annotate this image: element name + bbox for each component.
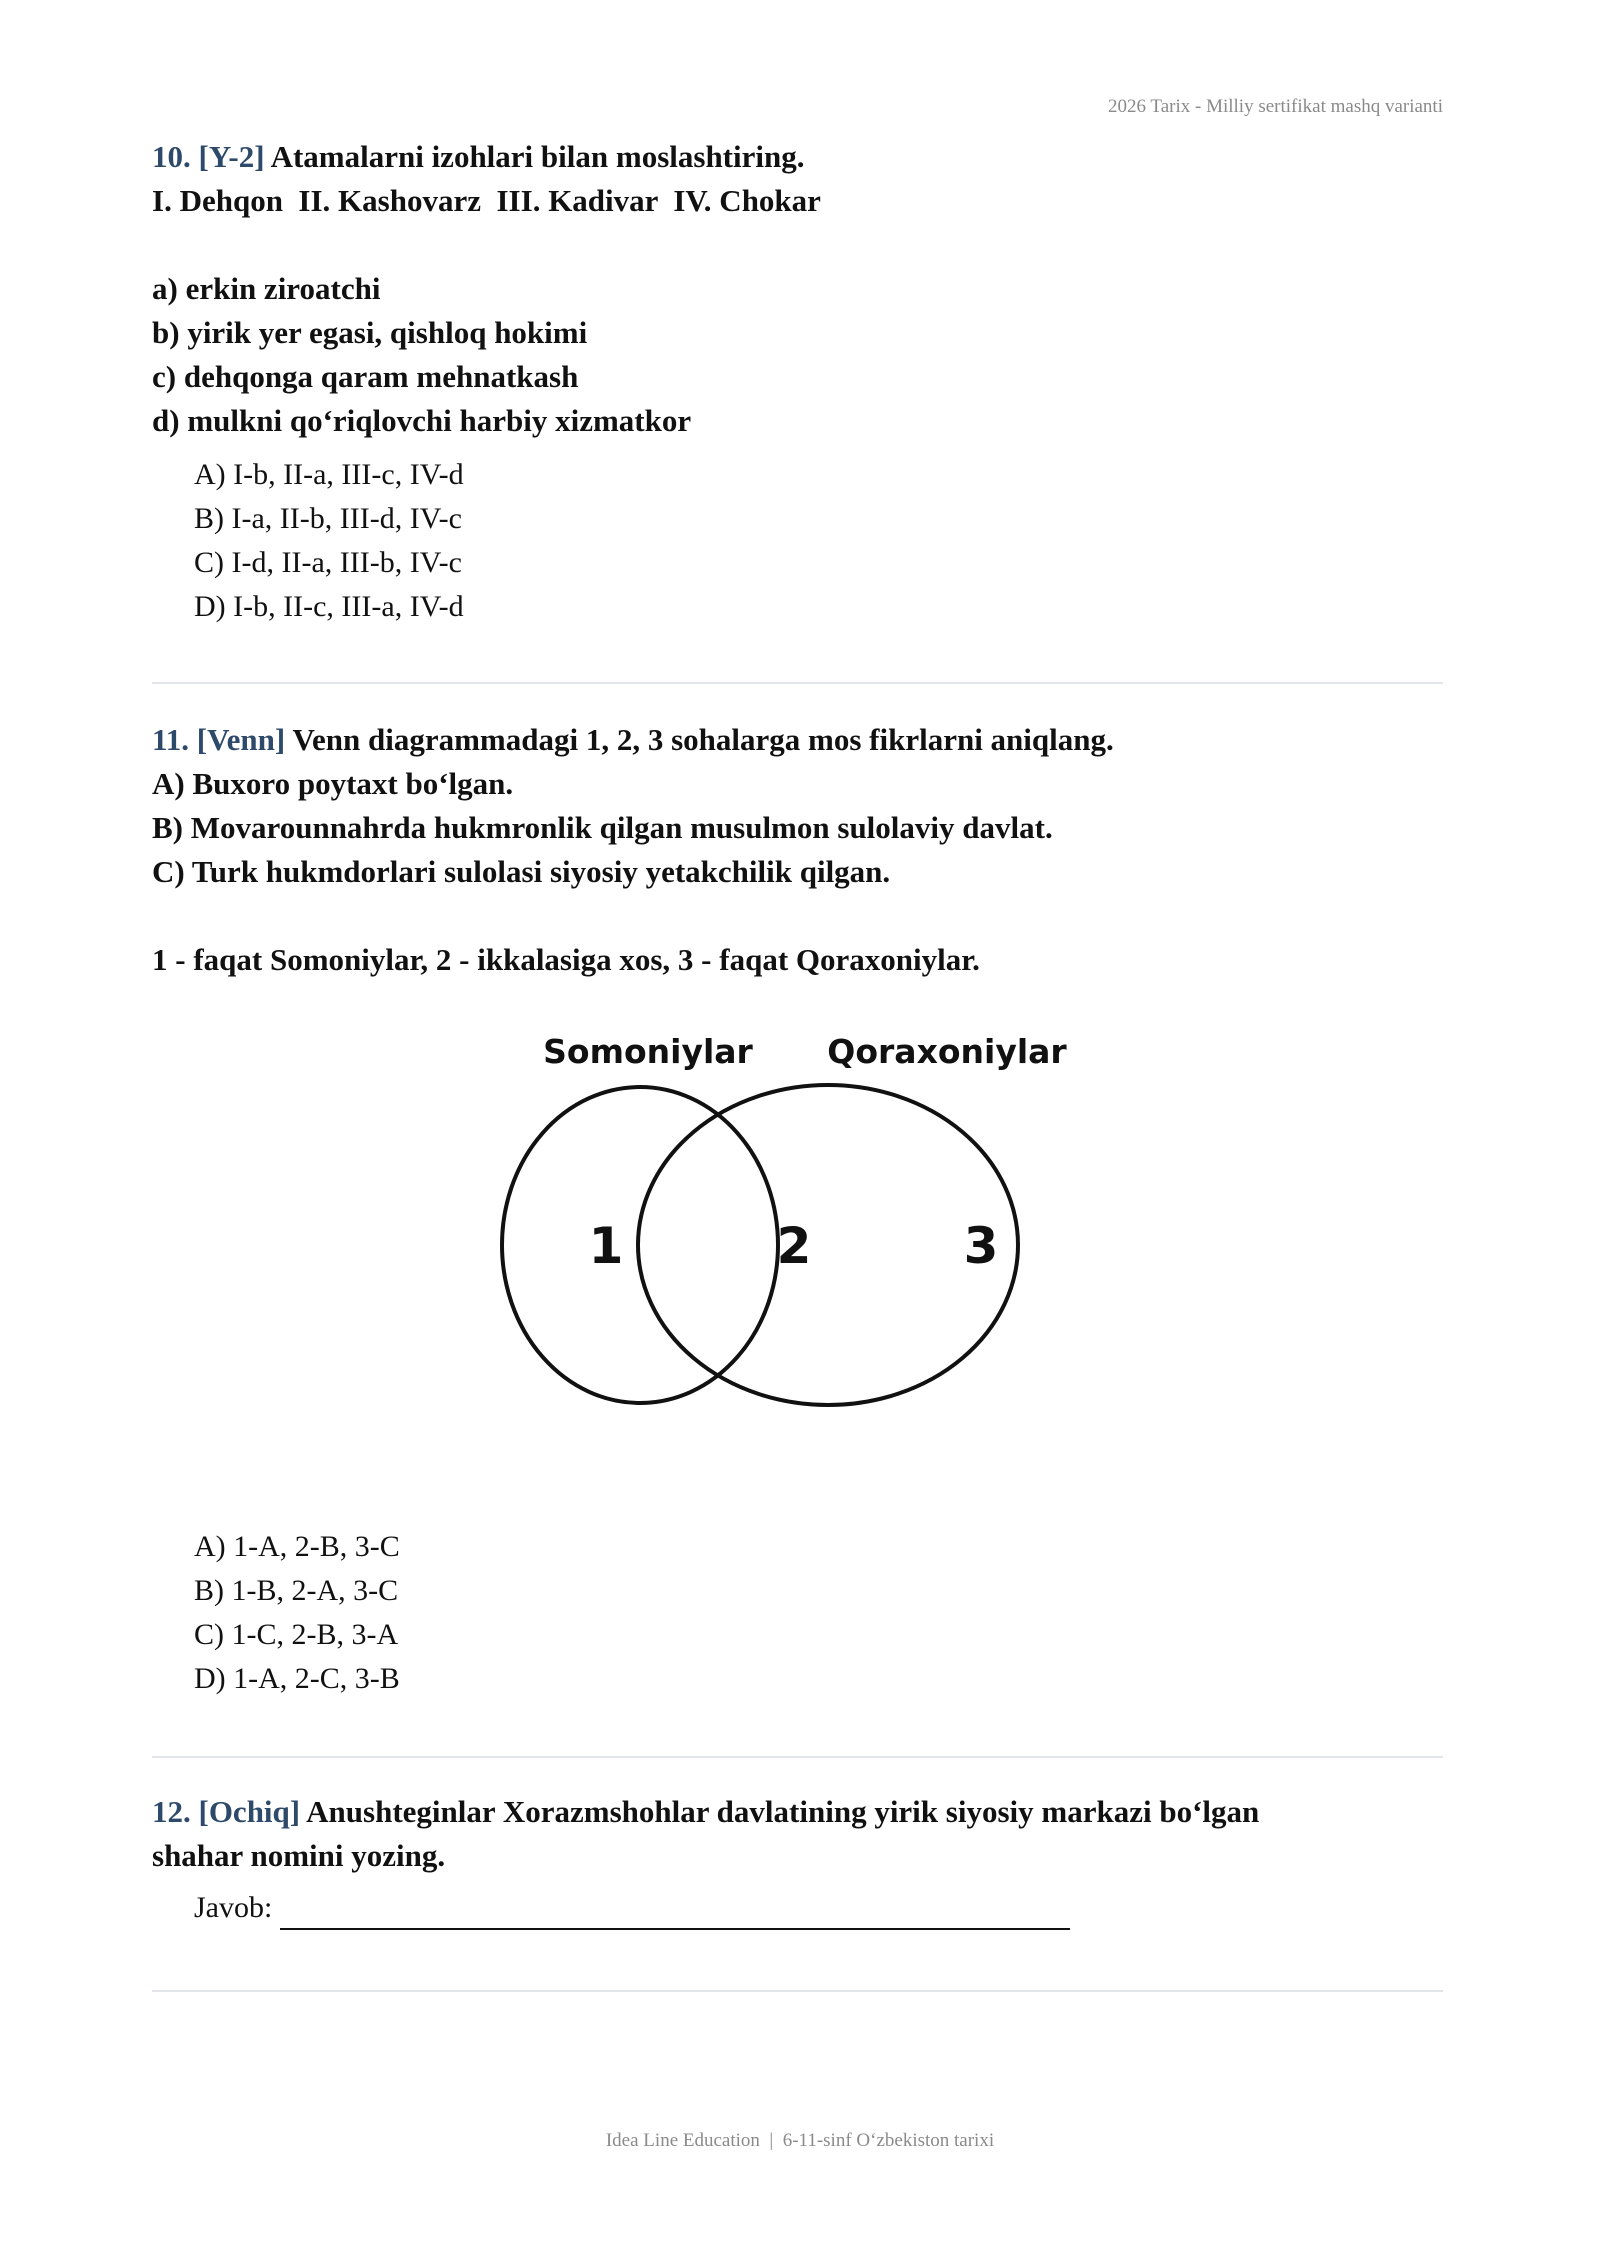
- definition-item: a) erkin ziroatchi: [152, 271, 381, 306]
- venn-left-label: Somoniylar: [543, 1032, 753, 1071]
- venn-legend: 1 - faqat Somoniylar, 2 - ikkalasiga xos, 3 - faqat Qoraxoniylar.: [152, 942, 980, 977]
- option-c[interactable]: C) I-d, II-a, III-b, IV-c: [194, 546, 462, 579]
- question-text: Anushteginlar Xorazmshohlar davlatining yirik siyosiy markazi bo‘lgan: [306, 1794, 1260, 1829]
- definition-item: c) dehqonga qaram mehnatkash: [152, 359, 579, 394]
- question-tag: [Ochiq]: [198, 1794, 301, 1829]
- question-number: 11.: [152, 722, 190, 757]
- option-a[interactable]: A) I-b, II-a, III-c, IV-d: [194, 458, 464, 491]
- venn-right-circle: [638, 1085, 1018, 1405]
- venn-region-2: 2: [776, 1217, 812, 1275]
- definition-item: d) mulkni qo‘riqlovchi harbiy xizmatkor: [152, 403, 692, 438]
- page-header: 2026 Tarix - Milliy sertifikat mashq varianti: [1108, 96, 1443, 117]
- statement-item: C) Turk hukmdorlari sulolasi siyosiy yetakchilik qilgan.: [152, 854, 891, 889]
- venn-region-1: 1: [588, 1217, 624, 1275]
- question-text: Atamalarni izohlari bilan moslashtiring.: [270, 139, 805, 174]
- question-tag: [Venn]: [196, 722, 286, 757]
- option-c[interactable]: C) 1-C, 2-B, 3-A: [194, 1618, 399, 1651]
- answer-blank[interactable]: [280, 1898, 1070, 1930]
- question-10-title: [152, 135, 1443, 179]
- question-11-title: [152, 718, 1443, 762]
- option-a[interactable]: A) 1-A, 2-B, 3-C: [194, 1530, 400, 1563]
- answer-options: [194, 1525, 1443, 1701]
- question-tag: [Y-2]: [198, 139, 265, 174]
- statement-item: B) Movarounnahrda hukmronlik qilgan musulmon sulolaviy davlat.: [152, 810, 1053, 845]
- option-b[interactable]: B) I-a, II-b, III-d, IV-c: [194, 502, 462, 535]
- divider: [152, 1756, 1443, 1758]
- question-11-options: [152, 1525, 1443, 1701]
- answer-label: Javob:: [194, 1891, 273, 1924]
- answer-field: [194, 1886, 1443, 1930]
- definition-item: b) yirik yer egasi, qishloq hokimi: [152, 315, 588, 350]
- question-12: [152, 1790, 1443, 1930]
- venn-right-label: Qoraxoniylar: [827, 1032, 1067, 1071]
- divider: [152, 1990, 1443, 1992]
- question-11: [152, 718, 1443, 982]
- option-b[interactable]: B) 1-B, 2-A, 3-C: [194, 1574, 399, 1607]
- question-number: 10.: [152, 139, 191, 174]
- page-footer: Idea Line Education | 6-11-sinf O‘zbekiston tarixi: [605, 2130, 995, 2151]
- question-text: Venn diagrammadagi 1, 2, 3 sohalarga mos fikrlarni aniqlang.: [292, 722, 1114, 757]
- option-d[interactable]: D) 1-A, 2-C, 3-B: [194, 1662, 400, 1695]
- venn-diagram: [500, 1030, 1100, 1430]
- question-10: [152, 135, 1443, 629]
- statement-item: A) Buxoro poytaxt bo‘lgan.: [152, 766, 514, 801]
- question-12-title: [152, 1790, 1443, 1834]
- terms-line: I. Dehqon II. Kashovarz III. Kadivar IV. Chokar: [152, 183, 821, 218]
- question-number: 12.: [152, 1794, 191, 1829]
- divider: [152, 682, 1443, 684]
- question-text-continued: shahar nomini yozing.: [152, 1838, 446, 1873]
- option-d[interactable]: D) I-b, II-c, III-a, IV-d: [194, 590, 464, 623]
- answer-options: [194, 453, 1443, 629]
- venn-region-3: 3: [963, 1217, 999, 1275]
